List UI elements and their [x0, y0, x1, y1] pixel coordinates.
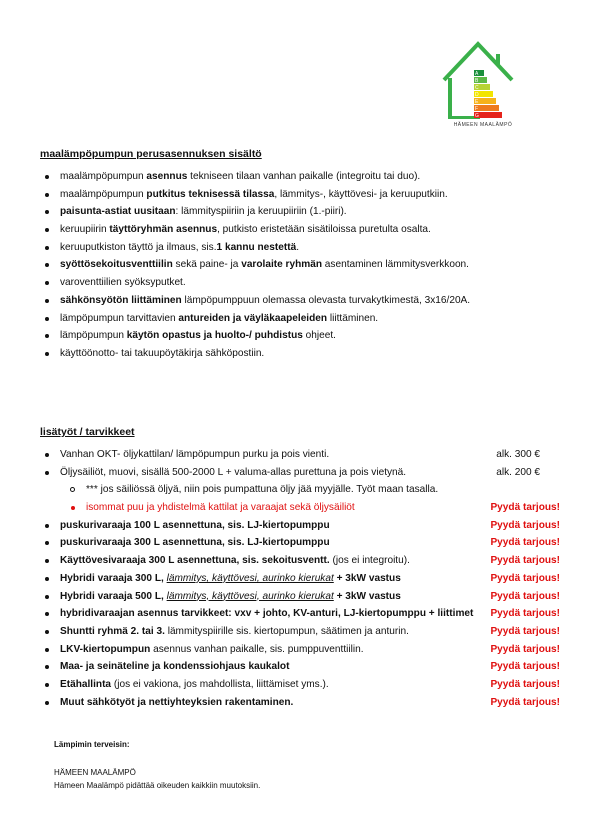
request-offer-label: Pyydä tarjous! — [490, 661, 560, 673]
bold-segment: Etähallinta — [60, 678, 112, 690]
basic-list-item — [40, 168, 570, 186]
text-segment: keruuputkiston täyttö ja ilmaus, sis. — [60, 241, 217, 253]
text-segment: käyttöönotto- tai takuupöytäkirja sähköpostiin. — [60, 347, 265, 359]
text-segment: sekä paine- ja — [172, 259, 242, 271]
text-segment: asentaminen lämmitysverkkoon. — [322, 259, 469, 271]
basic-list-item — [40, 310, 570, 328]
text-segment: *** jos säiliössä öljyä, niin pois pumpattuna öljy jää myyjälle. Työt maan tasalla. — [86, 484, 439, 496]
extras-list — [40, 446, 570, 711]
company-logo — [438, 40, 528, 132]
request-offer-label: Pyydä tarjous! — [490, 625, 560, 637]
text-segment: (jos ei vakiona, jos mahdollista, liittämiset yms.). — [111, 678, 329, 690]
underlined-segment: lämmitys, käyttövesi, aurinko kierukat — [166, 572, 334, 584]
bold-segment: hybridivaraajan asennus tarvikkeet: vxv + johto, KV-anturi, LJ-kiertopumppu + liittimet — [60, 608, 474, 620]
extras-list-item — [40, 658, 570, 676]
basic-list-item — [40, 292, 570, 310]
request-offer-label: Pyydä tarjous! — [490, 678, 560, 690]
underlined-segment: lämmitys, käyttövesi, aurinko kierukat — [166, 590, 334, 602]
extras-list-item — [40, 552, 570, 570]
bold-segment: putkitus teknisessä tilassa — [146, 188, 275, 200]
request-offer-label: Pyydä tarjous! — [490, 590, 560, 602]
extras-list-item — [40, 623, 570, 641]
bold-segment: täyttöryhmän asennus — [109, 224, 218, 236]
bold-segment: LKV-kiertopumpun — [60, 643, 151, 655]
bold-segment: käytön opastus ja huolto-/ puhdistus — [126, 330, 303, 342]
energy-letter-A: A — [475, 71, 479, 77]
request-offer-label: Pyydä tarjous! — [490, 537, 560, 549]
extras-list-item — [40, 588, 570, 606]
text-segment: Vanhan OKT- öljykattilan/ lämpöpumpun purku ja pois vienti. — [60, 449, 330, 460]
basic-list-item — [40, 221, 570, 239]
text-segment: tekniseen tilaan vanhan paikalle (integroitu tai duo). — [187, 171, 421, 182]
bold-segment: Hybridi varaaja 500 L, — [60, 590, 167, 602]
request-offer-label: Pyydä tarjous! — [490, 643, 560, 655]
bold-segment: sähkönsyötön liittäminen — [60, 294, 182, 306]
bold-segment: asennus — [146, 171, 188, 182]
bold-segment: puskurivaraaja 100 L asennettuna, sis. LJ-kiertopumppu — [60, 519, 330, 531]
text-segment: maalämpöpumpun — [60, 171, 147, 182]
price-label: alk. 300 € — [496, 449, 540, 460]
bold-segment: Maa- ja seinäteline ja kondenssiohjaus kaukalot — [60, 661, 290, 673]
extras-list-item — [40, 499, 570, 517]
bold-segment: paisunta-astiat uusitaan — [60, 206, 176, 218]
text-segment: ohjeet. — [302, 330, 336, 342]
energy-letter-D: D — [475, 92, 479, 98]
bold-segment: + 3kW vastus — [333, 590, 401, 602]
request-offer-label: Pyydä tarjous! — [490, 519, 560, 531]
extras-list-item — [40, 694, 570, 712]
request-offer-label: Pyydä tarjous! — [490, 555, 560, 567]
basic-list-item — [40, 274, 570, 292]
request-offer-label: Pyydä tarjous! — [490, 502, 560, 514]
bold-segment: syöttösekoitusventtiilin — [60, 259, 173, 271]
text-segment: asennus vanhan paikalle, sis. pumppuventtiilin. — [150, 643, 364, 655]
extras-list-item — [40, 517, 570, 535]
extras-list-item — [40, 570, 570, 588]
request-offer-label: Pyydä tarjous! — [490, 696, 560, 708]
text-segment: lämpöpumpun tarvittavien — [60, 312, 179, 324]
energy-letter-B: B — [475, 78, 479, 84]
bold-segment: puskurivaraaja 300 L asennettuna, sis. LJ-kiertopumppu — [60, 537, 330, 549]
text-segment: lämmityspiirille sis. kiertopumpun, säätimen ja anturin. — [164, 625, 409, 637]
text-segment: lämpöpumppuun olemassa olevasta turvakytkimestä, 3x16/20A. — [181, 294, 471, 306]
request-offer-label: Pyydä tarjous! — [490, 608, 560, 620]
extras-section-title: lisätyöt / tarvikkeet — [40, 426, 135, 438]
bold-segment: varolaite ryhmän — [241, 259, 322, 271]
text-segment: . — [296, 241, 299, 253]
extras-list-item — [40, 481, 570, 499]
text-segment: , lämmitys-, käyttövesi- ja keruuputkiin. — [274, 188, 448, 200]
energy-letter-F: F — [475, 106, 479, 112]
request-offer-label: Pyydä tarjous! — [490, 572, 560, 584]
extras-list-item — [40, 446, 570, 464]
text-segment: maalämpöpumpun — [60, 188, 147, 200]
footer-disclaimer: Hämeen Maalämpö pidättää oikeuden kaikkiin muutoksiin. — [54, 781, 261, 790]
text-segment: liittäminen. — [327, 312, 379, 324]
footer-greeting: Lämpimin terveisin: — [54, 740, 130, 749]
basic-list-item — [40, 345, 570, 363]
text-segment: keruupiirin — [60, 224, 110, 236]
house-energy-label-icon — [438, 40, 528, 122]
text-segment: , putkisto eristetään sisätiloissa puretulta osalta. — [217, 224, 431, 236]
price-label: alk. 200 € — [496, 466, 540, 478]
energy-letter-E: E — [475, 99, 479, 105]
text-segment: (jos ei integroitu). — [329, 555, 410, 567]
basic-list-item — [40, 256, 570, 274]
text-segment: lämpöpumpun — [60, 330, 127, 342]
energy-letter-G: G — [475, 113, 479, 119]
bold-segment: antureiden ja väyläkaapeleiden — [178, 312, 328, 324]
basic-list-item — [40, 203, 570, 221]
extras-list-item — [40, 676, 570, 694]
basic-list-item — [40, 327, 570, 345]
bold-segment: Shuntti ryhmä 2. tai 3. — [60, 625, 165, 637]
extras-list-item — [40, 641, 570, 659]
energy-letter-C: C — [475, 85, 479, 91]
logo-caption: HÄMEEN MAALÄMPÖ — [453, 122, 513, 128]
extras-list-item — [40, 605, 570, 623]
basic-section-title: maalämpöpumpun perusasennuksen sisältö — [40, 148, 262, 160]
extras-list-item — [40, 464, 570, 482]
basic-list — [40, 168, 570, 363]
bold-segment: Muut sähkötyöt ja nettiyhteyksien rakentaminen. — [60, 696, 294, 708]
text-segment: Öljysäiliöt, muovi, sisällä 500-2000 L + valuma-allas purettuna ja pois vietynä. — [60, 466, 407, 478]
bold-segment: Käyttövesivaraaja 300 L asennettuna, sis. sekoitusventt. — [60, 555, 330, 567]
extras-list-item — [40, 534, 570, 552]
bold-segment: Hybridi varaaja 300 L, — [60, 572, 167, 584]
text-segment: varoventtiilien syöksyputket. — [60, 277, 186, 289]
bold-segment: + 3kW vastus — [333, 572, 401, 584]
text-segment: : lämmityspiiriin ja keruupiiriin (1.-piiri). — [175, 206, 347, 218]
bold-segment: 1 kannu nestettä — [216, 241, 297, 253]
footer-company: HÄMEEN MAALÄMPÖ — [54, 768, 136, 777]
basic-list-item — [40, 186, 570, 204]
text-segment: isommat puu ja yhdistelmä kattilat ja varaajat sekä öljysäiliöt — [86, 502, 355, 514]
basic-list-item — [40, 239, 570, 257]
